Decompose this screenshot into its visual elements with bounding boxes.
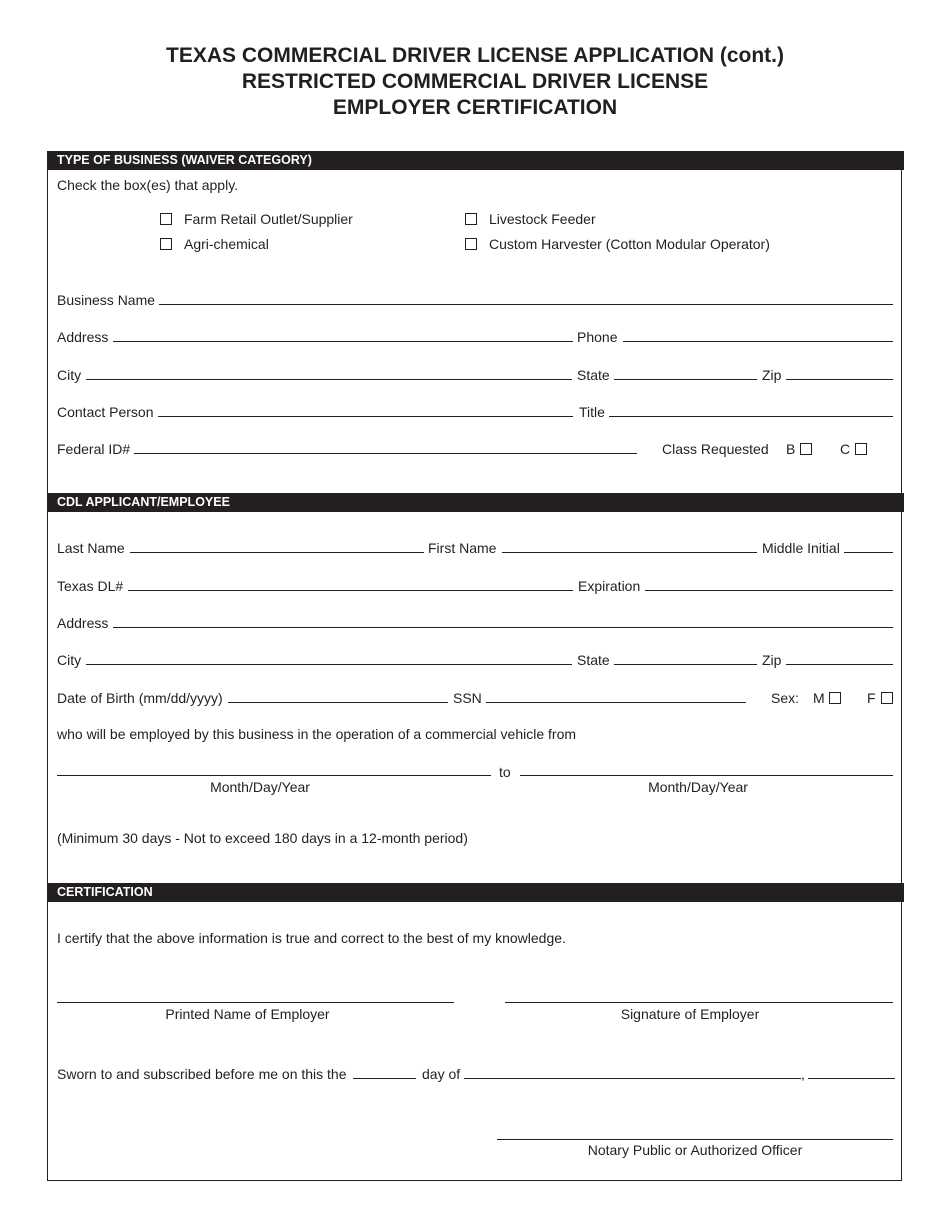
- form-title-line-2: RESTRICTED COMMERCIAL DRIVER LICENSE: [241, 70, 709, 93]
- texas-dl-label: Texas DL#: [57, 578, 124, 594]
- sworn-comma: ,: [801, 1066, 805, 1082]
- business-state-field[interactable]: [614, 379, 757, 380]
- last-name-field[interactable]: [130, 552, 424, 553]
- class-b-label: B: [786, 441, 796, 457]
- business-address-field[interactable]: [113, 341, 573, 342]
- employment-from-field[interactable]: [57, 775, 491, 776]
- applicant-address-field[interactable]: [113, 627, 893, 628]
- signature-field[interactable]: [505, 1002, 893, 1003]
- expiration-field[interactable]: [645, 590, 893, 591]
- contact-person-label: Contact Person: [57, 404, 154, 420]
- dob-field[interactable]: [228, 702, 448, 703]
- middle-initial-field[interactable]: [844, 552, 893, 553]
- printed-name-field[interactable]: [57, 1002, 454, 1003]
- checkbox-sex-m[interactable]: [829, 692, 841, 704]
- to-date-caption: Month/Day/Year: [648, 779, 748, 795]
- business-state-label: State: [577, 367, 610, 383]
- applicant-state-label: State: [577, 652, 610, 668]
- checkbox-farm-retail[interactable]: [160, 213, 172, 225]
- sex-label: Sex:: [771, 690, 800, 706]
- business-phone-label: Phone: [577, 329, 618, 345]
- applicant-address-label: Address: [57, 615, 109, 631]
- printed-name-caption: Printed Name of Employer: [165, 1006, 330, 1022]
- sworn-day-field[interactable]: [353, 1078, 416, 1079]
- federal-id-label: Federal ID#: [57, 441, 131, 457]
- business-name-field[interactable]: [159, 304, 893, 305]
- applicant-city-label: City: [57, 652, 82, 668]
- dob-label: Date of Birth (mm/dd/yyyy): [57, 690, 223, 706]
- business-phone-field[interactable]: [623, 341, 893, 342]
- notary-signature-field[interactable]: [497, 1139, 893, 1140]
- middle-initial-label: Middle Initial: [762, 540, 840, 556]
- class-requested-label: Class Requested: [662, 441, 769, 457]
- ssn-field[interactable]: [486, 702, 746, 703]
- contact-title-field[interactable]: [609, 416, 893, 417]
- section-header-certification: CERTIFICATION: [47, 883, 904, 902]
- business-instruction: Check the box(es) that apply.: [57, 177, 239, 193]
- sworn-text: Sworn to and subscribed before me on this the: [57, 1066, 347, 1082]
- sworn-month-field[interactable]: [464, 1078, 801, 1079]
- first-name-field[interactable]: [502, 552, 757, 553]
- applicant-zip-field[interactable]: [786, 664, 893, 665]
- employment-text: who will be employed by this business in the operation of a commercial vehicle from: [57, 726, 577, 742]
- applicant-city-field[interactable]: [86, 664, 572, 665]
- notary-caption: Notary Public or Authorized Officer: [587, 1142, 803, 1158]
- checkbox-class-c[interactable]: [855, 443, 867, 455]
- form-title-line-3: EMPLOYER CERTIFICATION: [332, 96, 618, 119]
- checkbox-livestock-feeder[interactable]: [465, 213, 477, 225]
- option-farm-retail-label: Farm Retail Outlet/Supplier: [184, 211, 353, 227]
- business-address-label: Address: [57, 329, 109, 345]
- business-city-field[interactable]: [86, 379, 572, 380]
- sex-f-label: F: [867, 690, 876, 706]
- section-header-business: TYPE OF BUSINESS (WAIVER CATEGORY): [47, 151, 904, 170]
- applicant-state-field[interactable]: [614, 664, 757, 665]
- employment-to-label: to: [499, 764, 511, 780]
- option-livestock-feeder-label: Livestock Feeder: [489, 211, 596, 227]
- federal-id-field[interactable]: [134, 453, 637, 454]
- class-c-label: C: [840, 441, 851, 457]
- option-agri-chemical-label: Agri-chemical: [184, 236, 269, 252]
- day-of-label: day of: [422, 1066, 461, 1082]
- minimum-days-note: (Minimum 30 days - Not to exceed 180 days in a 12-month period): [57, 830, 468, 846]
- applicant-zip-label: Zip: [762, 652, 782, 668]
- section-header-applicant: CDL APPLICANT/EMPLOYEE: [47, 493, 904, 512]
- checkbox-agri-chemical[interactable]: [160, 238, 172, 250]
- expiration-label: Expiration: [578, 578, 641, 594]
- checkbox-sex-f[interactable]: [881, 692, 893, 704]
- sex-m-label: M: [813, 690, 825, 706]
- business-city-label: City: [57, 367, 82, 383]
- business-zip-label: Zip: [762, 367, 782, 383]
- contact-title-label: Title: [579, 404, 605, 420]
- ssn-label: SSN: [453, 690, 482, 706]
- checkbox-class-b[interactable]: [800, 443, 812, 455]
- business-name-label: Business Name: [57, 292, 156, 308]
- sworn-year-field[interactable]: [808, 1078, 895, 1079]
- from-date-caption: Month/Day/Year: [210, 779, 310, 795]
- business-zip-field[interactable]: [786, 379, 893, 380]
- employment-to-field[interactable]: [520, 775, 893, 776]
- contact-person-field[interactable]: [158, 416, 573, 417]
- option-custom-harvester-label: Custom Harvester (Cotton Modular Operator): [489, 236, 770, 252]
- signature-caption: Signature of Employer: [620, 1006, 760, 1022]
- last-name-label: Last Name: [57, 540, 125, 556]
- certification-statement: I certify that the above information is true and correct to the best of my knowledge.: [57, 930, 566, 946]
- form-title-line-1: TEXAS COMMERCIAL DRIVER LICENSE APPLICATION (cont.): [166, 44, 784, 67]
- checkbox-custom-harvester[interactable]: [465, 238, 477, 250]
- texas-dl-field[interactable]: [128, 590, 573, 591]
- first-name-label: First Name: [428, 540, 497, 556]
